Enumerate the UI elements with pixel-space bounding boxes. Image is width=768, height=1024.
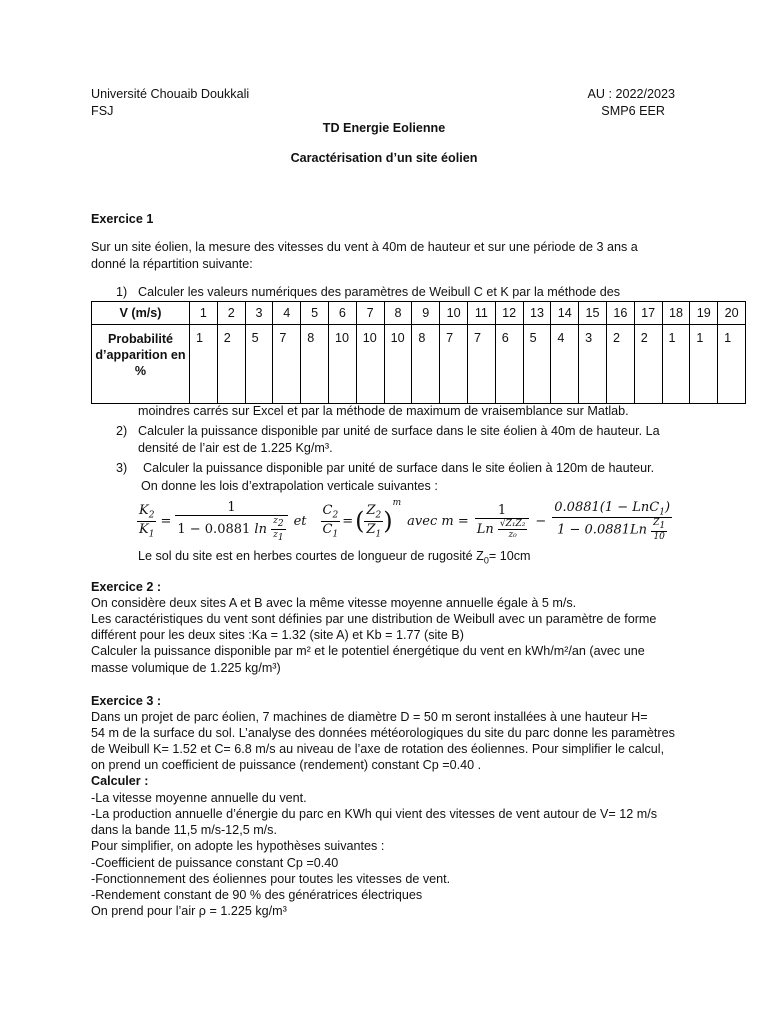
exercise-3-line-3: de Weibull K= 1.52 et C= 6.8 m/s au niveau de l’axe de rotation des éoliennes. Pour simplifier le calcul, — [91, 742, 665, 756]
calculer-label: Calculer : — [91, 774, 149, 788]
close-paren: ) — [383, 507, 393, 535]
speed-cell: 6 — [328, 302, 356, 325]
university-name: Université Chouaib Doukkali — [91, 87, 250, 101]
hypothesis-1: -Coefficient de puissance constant Cp =0.40 — [91, 856, 339, 870]
hypothesis-2: -Fonctionnement des éoliennes pour toutes les vitesses de vent. — [91, 872, 451, 886]
m-numerator-2: 0.0881(1 − LnC — [554, 499, 660, 515]
probability-header: Probabilité d’apparition en % — [92, 325, 190, 404]
speed-cell: 16 — [606, 302, 634, 325]
exercise-1-title: Exercice 1 — [91, 212, 154, 226]
z1-symbol: z — [273, 529, 278, 540]
speed-cell: 7 — [356, 302, 384, 325]
ten-value: 10 — [653, 532, 665, 543]
sqrt-ratio — [498, 519, 527, 540]
question-1-line-1: Calculer les valeurs numériques des paramètres de Weibull C et K par la méthode des — [138, 285, 621, 299]
k2-symbol: K — [139, 502, 149, 518]
speed-cell: 17 — [634, 302, 662, 325]
question-2-number: 2) — [116, 424, 128, 438]
question-1-number: 1) — [116, 285, 128, 299]
k1-subscript: 1 — [148, 529, 155, 540]
c2-symbol: C — [322, 502, 333, 518]
m-denominator-2: 1 − 0.0881Ln — [557, 522, 648, 538]
extrapolation-formula — [137, 496, 672, 546]
equals-sign: = — [160, 513, 172, 529]
calc-item-1: -La vitesse moyenne annuelle du vent. — [91, 791, 307, 805]
z2-symbol: z — [273, 515, 278, 526]
speed-cell: 11 — [467, 302, 495, 325]
roughness-value: = 10cm — [488, 549, 531, 563]
exercise-3-title: Exercice 3 : — [91, 694, 162, 708]
academic-year: AU : 2022/2023 — [587, 87, 675, 101]
question-2-line-2: densité de l’air est de 1.225 Kg/m³. — [138, 441, 333, 455]
exercise-2-title: Exercice 2 : — [91, 580, 162, 594]
z1-subscript: 1 — [277, 532, 284, 543]
speed-cell: 15 — [579, 302, 607, 325]
probability-cell: 8 — [412, 325, 440, 404]
k-ratio — [137, 503, 156, 539]
probability-cell: 4 — [551, 325, 579, 404]
calc-item-2-cont: dans la bande 11,5 m/s-12,5 m/s. — [91, 823, 277, 837]
m-fraction-2 — [552, 500, 672, 542]
document-subtitle: Caractérisation d’un site éolien — [290, 151, 478, 165]
close-paren-2: ) — [664, 499, 671, 515]
ln-symbol: ln — [254, 521, 267, 537]
z-ratio — [271, 516, 285, 543]
speed-cell: 20 — [718, 302, 746, 325]
speed-cell: 4 — [273, 302, 301, 325]
z0-subscript: 0 — [483, 555, 489, 566]
probability-cell: 10 — [356, 325, 384, 404]
exercise-2-line-1: On considère deux sites A et B avec la même vitesse moyenne annuelle égale à 5 m/s. — [91, 596, 577, 610]
probability-cell: 7 — [273, 325, 301, 404]
k-fraction — [175, 500, 287, 543]
class-name: SMP6 EER — [601, 104, 665, 118]
minus-sign: − — [535, 513, 547, 529]
speed-cell: 1 — [190, 302, 218, 325]
k-numerator: 1 — [175, 500, 287, 516]
calc-item-2: -La production annuelle d’énergie du parc en KWh qui vient des vitesses de vent autour de V= 12 m/s — [91, 807, 658, 821]
probability-cell: 1 — [190, 325, 218, 404]
speed-cell: 9 — [412, 302, 440, 325]
big-z2-subscript: 2 — [375, 510, 382, 521]
c2-subscript: 2 — [332, 510, 339, 521]
z1-b-symbol: Z — [653, 518, 660, 529]
open-paren: ( — [355, 507, 365, 535]
speed-cell: 19 — [690, 302, 718, 325]
z2-subscript: 2 — [277, 518, 284, 529]
k2-subscript: 2 — [148, 510, 155, 521]
k-denominator-constant: 1 − 0.0881 — [177, 521, 255, 537]
avec-m-text: avec m = — [407, 513, 469, 529]
speed-cell: 2 — [217, 302, 245, 325]
probability-cell: 7 — [440, 325, 468, 404]
et-word: et — [293, 513, 307, 529]
exercise-2-line-2: Les caractéristiques du vent sont définies par une distribution de Weibull avec un paramètre de forme — [91, 612, 657, 626]
probability-cell: 5 — [245, 325, 273, 404]
z1-over-10 — [651, 518, 667, 542]
speed-header: V (m/s) — [92, 302, 190, 325]
m-fraction-1 — [475, 503, 530, 540]
air-density: On prend pour l’air ρ = 1.225 kg/m³ — [91, 904, 287, 918]
soil-text: Le sol du site est en herbes courtes de longueur de rugosité Z — [138, 549, 484, 563]
speed-cell: 13 — [523, 302, 551, 325]
exercise-2-line-5: masse volumique de 1.225 kg/m³) — [91, 661, 281, 675]
speed-cell: 10 — [440, 302, 468, 325]
c1-subscript-2: 1 — [659, 507, 665, 518]
question-3-line-1: Calculer la puissance disponible par unité de surface dans le site éolien à 120m de hauteur. — [143, 461, 655, 475]
question-3-line-2: On donne les lois d’extrapolation verticale suivantes : — [141, 479, 438, 493]
c1-subscript: 1 — [332, 529, 339, 540]
m-numerator: 1 — [475, 503, 530, 519]
z0-symbol: z₀ — [508, 529, 517, 540]
faculty-name: FSJ — [91, 104, 114, 118]
probability-cell: 10 — [328, 325, 356, 404]
speed-cell: 12 — [495, 302, 523, 325]
big-z2-symbol: Z — [366, 502, 376, 518]
speed-cell: 14 — [551, 302, 579, 325]
Ln-symbol: Ln — [476, 521, 494, 537]
speed-row — [92, 302, 746, 325]
speed-cell: 18 — [662, 302, 690, 325]
k1-symbol: K — [139, 521, 149, 537]
big-z1-symbol: Z — [366, 521, 376, 537]
exercise-3-line-2: 54 m de la surface du sol. L’analyse des données météorologiques du site du parc donne les paramètres — [91, 726, 675, 740]
weibull-distribution-table — [91, 301, 746, 404]
question-1-line-2: moindres carrés sur Excel et par la méthode de maximum de vraisemblance sur Matlab. — [138, 404, 629, 418]
probability-cell: 1 — [718, 325, 746, 404]
probability-row — [92, 325, 746, 404]
probability-cell: 3 — [579, 325, 607, 404]
probability-cell: 1 — [662, 325, 690, 404]
exercise-2-line-3: différent pour les deux sites :Ka = 1.32 (site A) et Kb = 1.77 (site B) — [91, 628, 464, 642]
exercise-3-line-1: Dans un projet de parc éolien, 7 machines de diamètre D = 50 m seront installées à une hauteur H= — [91, 710, 648, 724]
speed-cell: 3 — [245, 302, 273, 325]
z-big-ratio — [364, 503, 383, 539]
c-ratio — [321, 503, 341, 539]
speed-cell: 8 — [384, 302, 412, 325]
probability-cell: 10 — [384, 325, 412, 404]
probability-cell: 5 — [523, 325, 551, 404]
sqrt-z1z2: √Z₁Z₂ — [499, 518, 526, 529]
hypothesis-3: -Rendement constant de 90 % des génératrices électriques — [91, 888, 423, 902]
probability-cell: 6 — [495, 325, 523, 404]
probability-cell: 8 — [301, 325, 329, 404]
probability-cell: 2 — [634, 325, 662, 404]
big-z1-subscript: 1 — [375, 529, 382, 540]
question-3-number: 3) — [116, 461, 128, 475]
exercise-2-line-4: Calculer la puissance disponible par m² et le potentiel énergétique du vent en kWh/m²/an (avec une — [91, 644, 645, 658]
exercise-1-intro-line-2: donné la répartition suivante: — [91, 257, 253, 271]
z1-b-subscript: 1 — [659, 521, 666, 532]
probability-cell: 1 — [690, 325, 718, 404]
probability-cell: 2 — [217, 325, 245, 404]
soil-roughness-text — [138, 549, 531, 566]
speed-cell: 5 — [301, 302, 329, 325]
equals-sign: = — [342, 513, 354, 529]
hypotheses-intro: Pour simplifier, on adopte les hypothèses suivantes : — [91, 839, 385, 853]
exercise-3-line-4: on prend un coefficient de puissance (rendement) constant Cp =0.40 . — [91, 758, 482, 772]
document-title: TD Energie Eolienne — [322, 121, 446, 135]
exercise-1-intro-line-1: Sur un site éolien, la mesure des vitesses du vent à 40m de hauteur et sur une période de 3 ans a — [91, 240, 638, 254]
m-exponent: m — [392, 498, 402, 508]
question-2-line-1: Calculer la puissance disponible par unité de surface dans le site éolien à 40m de hauteur. La — [138, 424, 660, 438]
c1-symbol: C — [322, 521, 333, 537]
probability-cell: 2 — [606, 325, 634, 404]
probability-cell: 7 — [467, 325, 495, 404]
